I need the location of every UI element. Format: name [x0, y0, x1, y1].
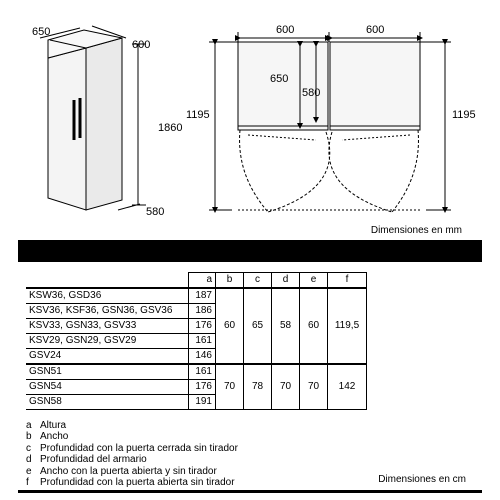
plan-open-depth-right-label: 1195 — [452, 109, 476, 121]
legend-text: Profundidad con la puerta cerrada sin tirador — [40, 442, 238, 454]
legend-text: Ancho con la puerta abierta y sin tirador — [40, 465, 217, 477]
model-cell: KSW36, GSD36 — [26, 288, 189, 304]
iso-height-label: 1860 — [158, 122, 183, 134]
plan-open-depth-left-label: 1195 — [186, 109, 210, 121]
table-row — [26, 288, 367, 304]
model-cell: GSN58 — [26, 395, 189, 410]
header-model-cell — [26, 273, 189, 289]
group1-f-cell: 119,5 — [328, 288, 367, 364]
table-header-row — [26, 273, 367, 289]
legend-key: e — [26, 465, 32, 477]
height-cell: 161 — [189, 364, 216, 380]
iso-width-label: 600 — [132, 39, 151, 51]
legend-item — [26, 466, 238, 477]
legend-text: Profundidad del armario — [40, 454, 147, 466]
iso-depth-label: 650 — [32, 26, 51, 38]
plan-view — [209, 32, 451, 212]
model-cell: GSV24 — [26, 349, 189, 365]
group1-e-cell: 60 — [300, 288, 328, 364]
group1-d-cell: 58 — [272, 288, 300, 364]
group2-c-cell: 78 — [244, 364, 272, 410]
group2-b-cell: 70 — [216, 364, 244, 410]
model-cell: KSV29, GSN29, GSV29 — [26, 334, 189, 349]
group2-f-cell: 142 — [328, 364, 367, 410]
bottom-divider — [18, 490, 482, 493]
group2-d-cell: 70 — [272, 364, 300, 410]
legend-key: c — [26, 442, 31, 454]
legend-key: b — [26, 431, 32, 443]
model-cell: KSV33, GSN33, GSV33 — [26, 319, 189, 334]
header-f: f — [328, 273, 367, 289]
model-cell: KSV36, KSF36, GSN36, GSV36 — [26, 304, 189, 319]
plan-depth-closed-label: 650 — [270, 73, 289, 85]
header-d: d — [272, 273, 300, 289]
legend-item — [26, 477, 238, 488]
header-e: e — [300, 273, 328, 289]
height-cell: 191 — [189, 395, 216, 410]
plan-cabinet-depth-label: 580 — [302, 87, 321, 99]
dimension-diagram — [0, 0, 500, 240]
group1-b-cell: 60 — [216, 288, 244, 364]
units-cm-caption: Dimensiones en cm — [378, 474, 466, 485]
group1-c-cell: 65 — [244, 288, 272, 364]
model-cell: GSN54 — [26, 380, 189, 395]
isometric-view — [40, 26, 146, 210]
header-b: b — [216, 273, 244, 289]
plan-width-right-label: 600 — [366, 24, 385, 36]
header-c: c — [244, 273, 272, 289]
dimensions-table — [26, 272, 367, 410]
legend-item — [26, 454, 238, 465]
table-row — [26, 364, 367, 380]
units-mm-caption: Dimensiones en mm — [370, 225, 462, 236]
legend-item — [26, 431, 238, 442]
legend-item — [26, 420, 238, 431]
legend-key: d — [26, 454, 32, 466]
iso-cabinet-depth-label: 580 — [146, 206, 165, 218]
legend-key: a — [26, 420, 32, 431]
legend-text: Altura — [40, 420, 67, 431]
height-cell: 146 — [189, 349, 216, 365]
legend-text: Profundidad con la puerta abierta sin tirador — [40, 477, 235, 489]
plan-width-left-label: 600 — [276, 24, 295, 36]
legend-key: f — [26, 477, 29, 489]
legend-item — [26, 443, 238, 454]
header-a: a — [189, 273, 216, 289]
height-cell: 187 — [189, 288, 216, 304]
height-cell: 176 — [189, 319, 216, 334]
legend-text: Ancho — [40, 431, 69, 443]
model-cell: GSN51 — [26, 364, 189, 380]
height-cell: 161 — [189, 334, 216, 349]
group2-e-cell: 70 — [300, 364, 328, 410]
legend — [26, 420, 238, 488]
height-cell: 186 — [189, 304, 216, 319]
height-cell: 176 — [189, 380, 216, 395]
section-divider-bar — [18, 240, 482, 262]
